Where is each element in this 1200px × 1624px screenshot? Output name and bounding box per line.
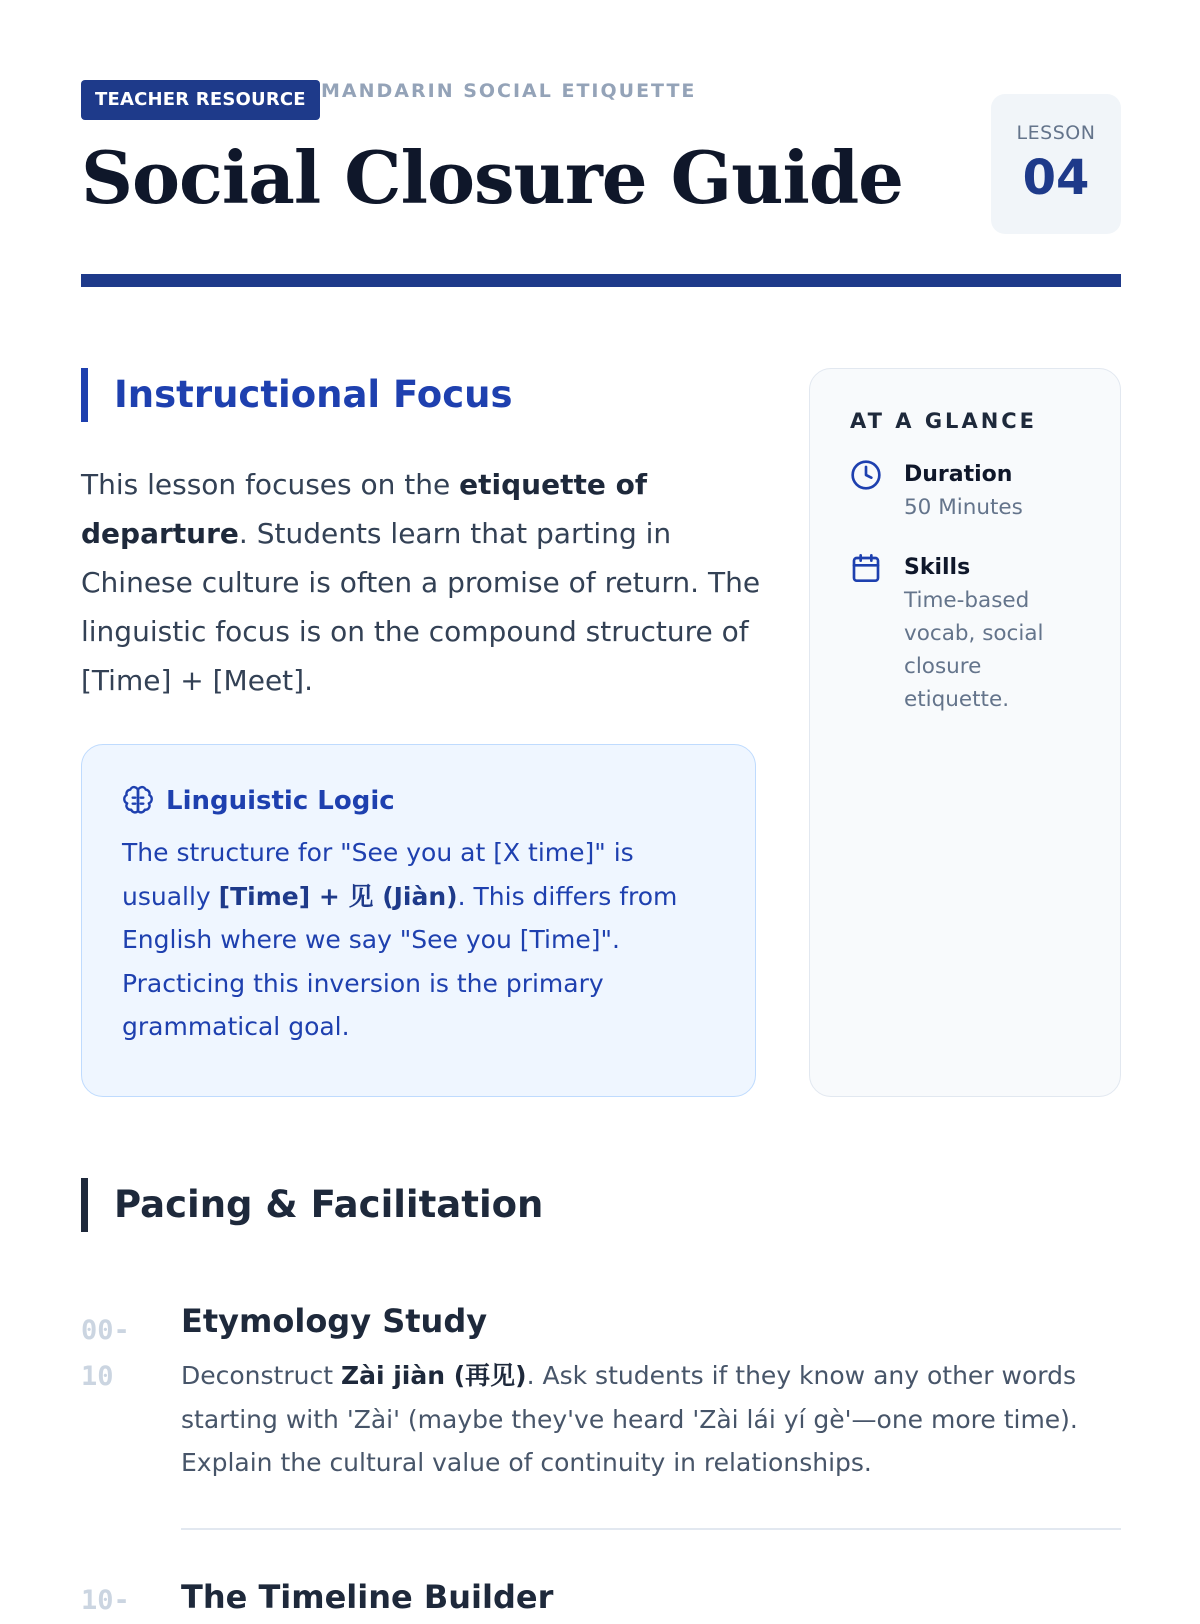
lesson-number-box xyxy=(991,94,1121,234)
step-time-range: 00-10 xyxy=(81,1315,130,1392)
page-title: Social Closure Guide xyxy=(81,135,903,220)
callout-title xyxy=(122,785,715,817)
glance-value: 50 Minutes xyxy=(904,495,1023,520)
header xyxy=(81,80,1121,290)
step-divider xyxy=(181,1528,1121,1530)
brain-icon xyxy=(122,785,154,817)
linguistic-logic-callout xyxy=(81,744,756,1097)
lesson-page xyxy=(81,0,1121,1616)
glance-value: Time-based vocab, social closure etiquette. xyxy=(904,588,1044,712)
step-title: Etymology Study xyxy=(181,1302,488,1340)
step-description xyxy=(181,1354,1121,1485)
lesson-label: LESSON xyxy=(1016,122,1096,144)
pacing-step xyxy=(181,1300,1121,1485)
step-text-cont: . Ask students if they know any other words starting with 'Zài' (maybe they've heard 'Zài lái yí gè'—one more time). Explain the cultural value of continuity in relationships. xyxy=(181,1361,1078,1477)
at-a-glance-panel xyxy=(809,368,1121,1097)
callout-title-text: Linguistic Logic xyxy=(166,786,395,816)
intro-text-cont: . Students learn that parting in Chinese culture is often a promise of return. The linguistic focus is on the compound structure of [Time] + [Meet]. xyxy=(81,517,761,697)
callout-text: The structure for "See you at [X time]" is usually xyxy=(122,838,634,911)
lesson-number: 04 xyxy=(1022,150,1090,206)
teacher-resource-badge: TEACHER RESOURCE xyxy=(81,80,320,120)
glance-label: Duration xyxy=(904,462,1013,487)
glance-label: Skills xyxy=(904,555,971,580)
glance-item-duration xyxy=(850,459,1080,524)
intro-emphasis: etiquette of departure xyxy=(81,468,648,550)
intro-paragraph xyxy=(81,460,761,705)
section-heading-instructional-focus: Instructional Focus xyxy=(81,368,513,422)
callout-body xyxy=(122,831,715,1049)
callout-text-cont: . This differs from English where we say "See you [Time]". Practicing this inversion is the primary grammatical goal. xyxy=(122,881,678,1041)
header-divider xyxy=(81,274,1121,287)
glance-title: AT A GLANCE xyxy=(850,409,1038,433)
calendar-icon xyxy=(850,552,882,584)
step-title: The Timeline Builder xyxy=(181,1578,554,1616)
step-text: Deconstruct xyxy=(181,1361,341,1390)
section-heading-pacing: Pacing & Facilitation xyxy=(81,1178,543,1232)
intro-text: This lesson focuses on the xyxy=(81,468,460,501)
step-emphasis: Zài jiàn (再见) xyxy=(340,1361,527,1390)
step-time-range: 10- xyxy=(81,1585,130,1616)
clock-icon xyxy=(850,459,882,491)
callout-emphasis: [Time] + 见 (Jiàn) xyxy=(218,881,458,911)
subject-kicker: MANDARIN SOCIAL ETIQUETTE xyxy=(321,80,697,102)
glance-item-skills xyxy=(850,552,1080,716)
